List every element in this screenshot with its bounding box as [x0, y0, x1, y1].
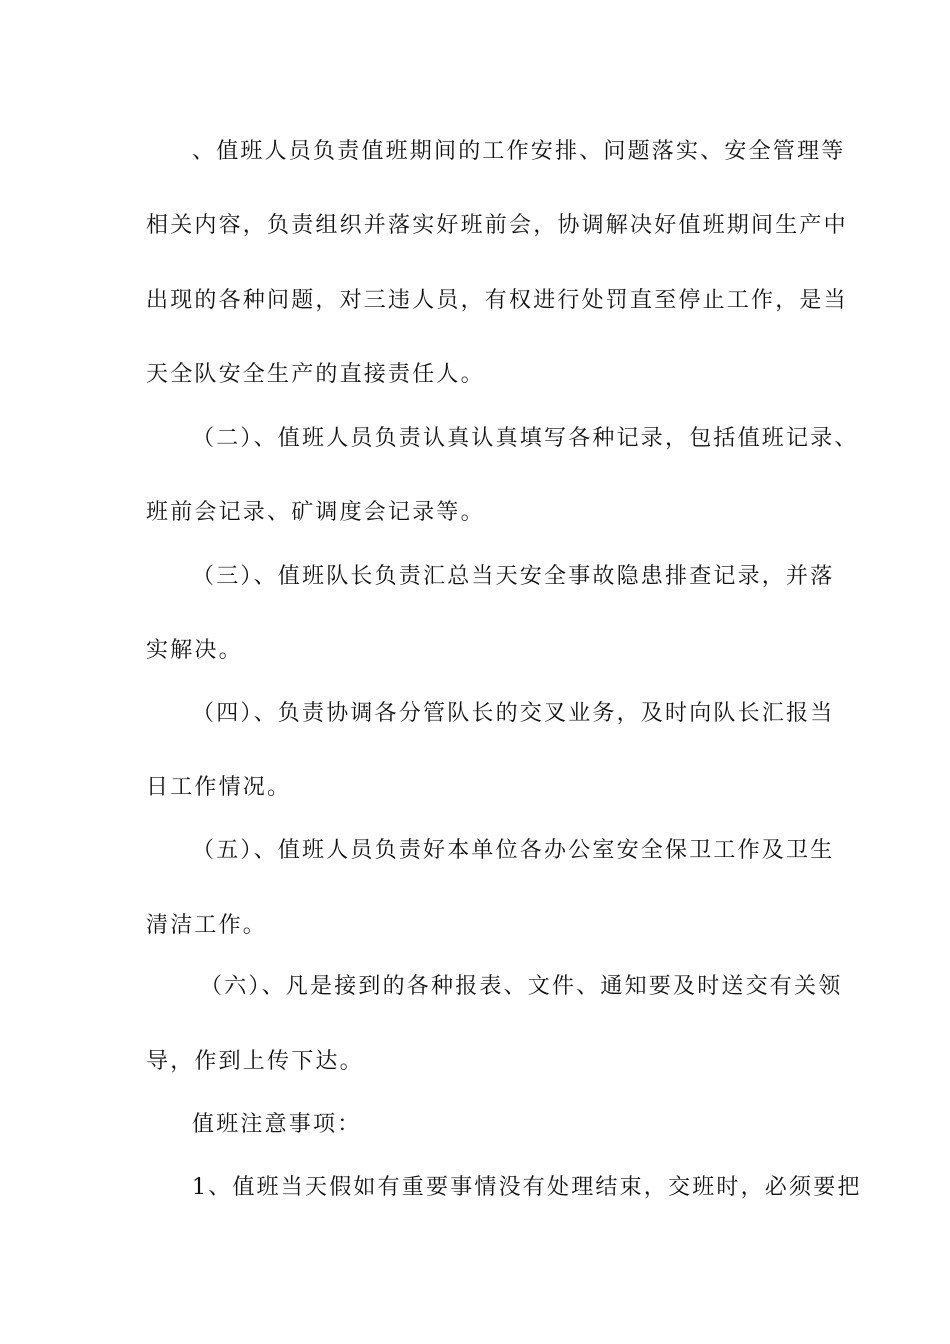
item-six-line-1: （六）、凡是接到的各种报表、文件、通知要及时送交有关领	[200, 974, 843, 999]
paragraph-line-2: 相关内容，负责组织并落实好班前会，协调解决好值班期间生产中	[146, 213, 848, 238]
item-two-line-2: 班前会记录、矿调度会记录等。	[146, 500, 485, 525]
item-four-line-1: （四）、负责协调各分管队长的交叉业务，及时向队长汇报当	[192, 701, 835, 726]
item-four-line-2: 日工作情况。	[146, 775, 292, 800]
paragraph-line-4: 天全队安全生产的直接责任人。	[146, 362, 485, 387]
item-five-line-2: 清洁工作。	[146, 913, 268, 938]
notes-heading: 值班注意事项：	[192, 1112, 362, 1137]
item-six-line-2: 导，作到上传下达。	[146, 1049, 364, 1074]
note-item-1: 1、值班当天假如有重要事情没有处理结束，交班时，必须要把	[192, 1175, 862, 1200]
item-three-line-2: 实解决。	[146, 638, 243, 663]
paragraph-line-3: 出现的各种问题，对三违人员，有权进行处罚直至停止工作，是当	[146, 288, 848, 313]
item-three-line-1: （三）、值班队长负责汇总当天安全事故隐患排查记录，并落	[192, 564, 835, 589]
item-two-line-1: （二）、值班人员负责认真认真填写各种记录，包括值班记录、	[192, 426, 859, 451]
item-five-line-1: （五）、值班人员负责好本单位各办公室安全保卫工作及卫生	[192, 838, 835, 863]
paragraph-line-1: 、值班人员负责值班期间的工作安排、问题落实、安全管理等	[192, 139, 846, 164]
